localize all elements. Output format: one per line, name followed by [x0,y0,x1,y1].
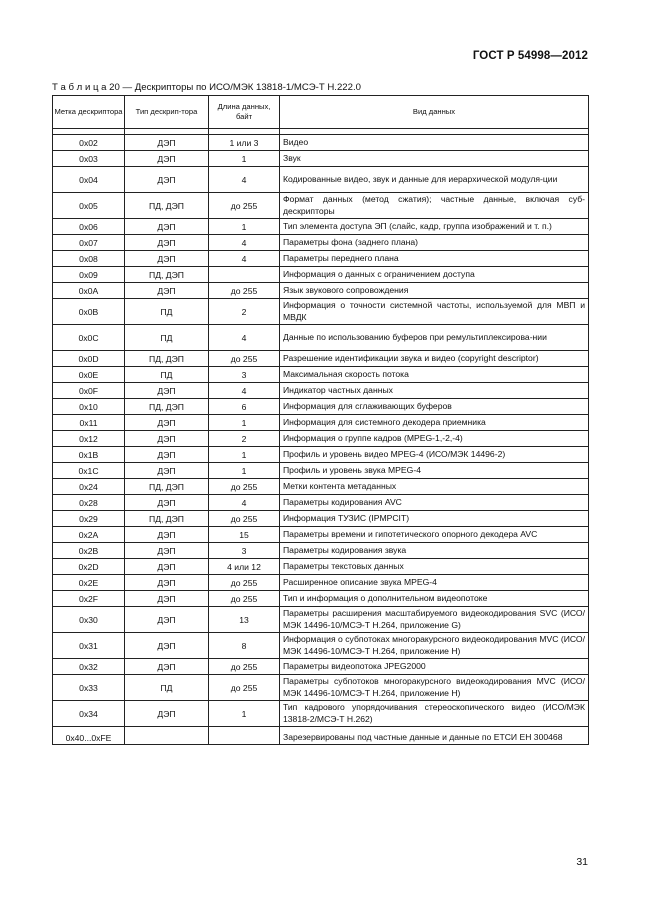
cell-type: ПД, ДЭП [125,511,209,527]
table-row [53,701,589,727]
cell-type: ДЭП [125,575,209,591]
cell-tag: 0x1B [53,447,125,463]
cell-tag: 0x32 [53,659,125,675]
table-row [53,219,589,235]
cell-type: ПД, ДЭП [125,351,209,367]
cell-description: Максимальная скорость потока [280,367,589,383]
cell-type: ДЭП [125,151,209,167]
table-row [53,251,589,267]
cell-length [209,727,280,745]
cell-type: ДЭП [125,701,209,727]
table-row [53,575,589,591]
cell-type: ДЭП [125,527,209,543]
cell-length [209,267,280,283]
cell-length: до 255 [209,193,280,219]
table-row [53,325,589,351]
cell-description: Данные по использованию буферов при ремультиплексирова-нии [280,325,589,351]
cell-tag: 0x2A [53,527,125,543]
table-body [53,129,589,745]
cell-type: ДЭП [125,383,209,399]
cell-description: Тип и информация о дополнительном видеопотоке [280,591,589,607]
cell-description: Параметры субпотоков многоракурсного видеокодирования MVC (ИСО/МЭК 14496-10/МСЭ-Т Н.264, приложение Н) [280,675,589,701]
table-row [53,283,589,299]
cell-tag: 0x08 [53,251,125,267]
cell-description: Информация о точности системной частоты, используемой для МВП и МВДК [280,299,589,325]
cell-length: 3 [209,367,280,383]
table-row [53,351,589,367]
cell-description: Параметры расширения масштабируемого видеокодирования SVC (ИСО/МЭК 14496-10/МСЭ-Т Н.264, приложение G) [280,607,589,633]
cell-description: Параметры переднего плана [280,251,589,267]
table-row [53,479,589,495]
table-row [53,431,589,447]
cell-description: Параметры кодирования AVC [280,495,589,511]
cell-type: ДЭП [125,415,209,431]
cell-length: 1 [209,219,280,235]
cell-description: Параметры текстовых данных [280,559,589,575]
descriptor-table [52,95,589,745]
cell-description: Параметры фона (заднего плана) [280,235,589,251]
cell-tag: 0x2E [53,575,125,591]
table-row [53,367,589,383]
cell-length: до 255 [209,575,280,591]
cell-length: 2 [209,299,280,325]
cell-tag: 0x24 [53,479,125,495]
cell-type: ПД, ДЭП [125,399,209,415]
cell-type: ДЭП [125,219,209,235]
cell-length: до 255 [209,283,280,299]
cell-description: Звук [280,151,589,167]
cell-type: ДЭП [125,135,209,151]
cell-tag: 0x09 [53,267,125,283]
cell-length: 1 [209,415,280,431]
cell-length: до 255 [209,591,280,607]
cell-length: 4 или 12 [209,559,280,575]
cell-type [125,727,209,745]
table-row [53,135,589,151]
cell-description: Параметры кодирования звука [280,543,589,559]
cell-description: Информация о группе кадров (MPEG-1,-2,-4) [280,431,589,447]
cell-description: Профиль и уровень видео MPEG-4 (ИСО/МЭК 14496-2) [280,447,589,463]
table-row [53,591,589,607]
table-row [53,235,589,251]
cell-tag: 0x29 [53,511,125,527]
cell-tag: 0x2F [53,591,125,607]
table-row [53,267,589,283]
table-row [53,151,589,167]
cell-description: Информация для сглаживающих буферов [280,399,589,415]
cell-length: до 255 [209,659,280,675]
table-caption: Т а б л и ц а 20 — Дескрипторы по ИСО/МЭК 13818-1/МСЭ-Т Н.222.0 [52,82,361,93]
cell-length: до 255 [209,351,280,367]
cell-tag: 0x0C [53,325,125,351]
cell-tag: 0x0B [53,299,125,325]
cell-tag: 0x06 [53,219,125,235]
cell-length: 8 [209,633,280,659]
table-row [53,633,589,659]
cell-tag: 0x12 [53,431,125,447]
cell-tag: 0x2B [53,543,125,559]
cell-type: ДЭП [125,167,209,193]
cell-type: ДЭП [125,591,209,607]
cell-length: 1 [209,151,280,167]
cell-description: Тип кадрового упорядочивания стереоскопического видео (ИСО/МЭК 13818-2/МСЭ-Т Н.262) [280,701,589,727]
column-header-type: Тип дескрип-тора [125,96,209,129]
cell-description: Тип элемента доступа ЭП (слайс, кадр, группа изображений и т. п.) [280,219,589,235]
table-row [53,193,589,219]
cell-description: Язык звукового сопровождения [280,283,589,299]
table-row [53,447,589,463]
cell-description: Информация о данных с ограничением доступа [280,267,589,283]
cell-type: ДЭП [125,633,209,659]
table-row [53,607,589,633]
cell-length: 1 [209,463,280,479]
cell-description: Расширенное описание звука MPEG-4 [280,575,589,591]
cell-tag: 0x28 [53,495,125,511]
cell-type: ДЭП [125,495,209,511]
standard-designation: ГОСТ Р 54998—2012 [472,50,588,62]
cell-description: Профиль и уровень звука MPEG-4 [280,463,589,479]
table-row [53,495,589,511]
cell-description: Кодированные видео, звук и данные для иерархической модуля-ции [280,167,589,193]
cell-length: 4 [209,167,280,193]
cell-description: Индикатор частных данных [280,383,589,399]
table-row [53,399,589,415]
cell-tag: 0x33 [53,675,125,701]
cell-type: ДЭП [125,447,209,463]
page-number: 31 [576,856,588,868]
cell-type: ПД [125,299,209,325]
cell-type: ПД [125,675,209,701]
cell-tag: 0x07 [53,235,125,251]
cell-tag: 0x31 [53,633,125,659]
cell-type: ДЭП [125,251,209,267]
cell-type: ДЭП [125,463,209,479]
cell-type: ДЭП [125,607,209,633]
cell-description: Метки контента метаданных [280,479,589,495]
cell-type: ДЭП [125,431,209,447]
cell-tag: 0x1C [53,463,125,479]
cell-tag: 0x04 [53,167,125,193]
table-row [53,527,589,543]
table-row [53,543,589,559]
cell-description: Параметры времени и гипотетического опорного декодера AVC [280,527,589,543]
column-header-tag: Метка дескриптора [53,96,125,129]
cell-type: ПД, ДЭП [125,193,209,219]
table-row [53,463,589,479]
table-row [53,659,589,675]
cell-length: 1 [209,701,280,727]
cell-type: ДЭП [125,659,209,675]
table-row [53,167,589,193]
table-header-row [53,96,589,129]
cell-tag: 0x40...0xFE [53,727,125,745]
cell-length: до 255 [209,479,280,495]
table-row [53,727,589,745]
cell-tag: 0x0F [53,383,125,399]
cell-type: ДЭП [125,543,209,559]
table-row [53,559,589,575]
cell-type: ДЭП [125,235,209,251]
table-row [53,675,589,701]
cell-length: до 255 [209,511,280,527]
cell-type: ПД, ДЭП [125,479,209,495]
cell-tag: 0x30 [53,607,125,633]
cell-length: 4 [209,383,280,399]
cell-length: 3 [209,543,280,559]
cell-length: 6 [209,399,280,415]
cell-description: Разрешение идентификации звука и видео (copyright descriptor) [280,351,589,367]
cell-tag: 0x0D [53,351,125,367]
cell-tag: 0x10 [53,399,125,415]
cell-description: Информация ТУЗИС (IPMPCIT) [280,511,589,527]
cell-length: 4 [209,495,280,511]
table-row [53,299,589,325]
cell-type: ПД, ДЭП [125,267,209,283]
table-row [53,511,589,527]
cell-description: Параметры видеопотока JPEG2000 [280,659,589,675]
cell-tag: 0x02 [53,135,125,151]
cell-length: 2 [209,431,280,447]
table-row [53,415,589,431]
cell-description: Зарезервированы под частные данные и данные по ЕТСИ ЕН 300468 [280,727,589,745]
cell-length: 15 [209,527,280,543]
column-header-data: Вид данных [280,96,589,129]
cell-tag: 0x2D [53,559,125,575]
cell-tag: 0x11 [53,415,125,431]
cell-tag: 0x34 [53,701,125,727]
cell-length: 4 [209,235,280,251]
cell-tag: 0x0A [53,283,125,299]
cell-tag: 0x03 [53,151,125,167]
cell-description: Видео [280,135,589,151]
cell-length: 1 или 3 [209,135,280,151]
cell-length: 4 [209,325,280,351]
cell-description: Формат данных (метод сжатия); частные данные, включая суб-дескрипторы [280,193,589,219]
cell-tag: 0x0E [53,367,125,383]
cell-description: Информация для системного декодера приемника [280,415,589,431]
cell-type: ПД [125,325,209,351]
cell-description: Информация о субпотоках многоракурсного видеокодирования MVC (ИСО/МЭК 14496-10/МСЭ-Т Н.264, приложение Н) [280,633,589,659]
cell-length: 4 [209,251,280,267]
cell-length: до 255 [209,675,280,701]
cell-type: ПД [125,367,209,383]
cell-length: 13 [209,607,280,633]
cell-length: 1 [209,447,280,463]
table-row [53,383,589,399]
column-header-length: Длина данных, байт [209,96,280,129]
cell-tag: 0x05 [53,193,125,219]
cell-type: ДЭП [125,283,209,299]
cell-type: ДЭП [125,559,209,575]
